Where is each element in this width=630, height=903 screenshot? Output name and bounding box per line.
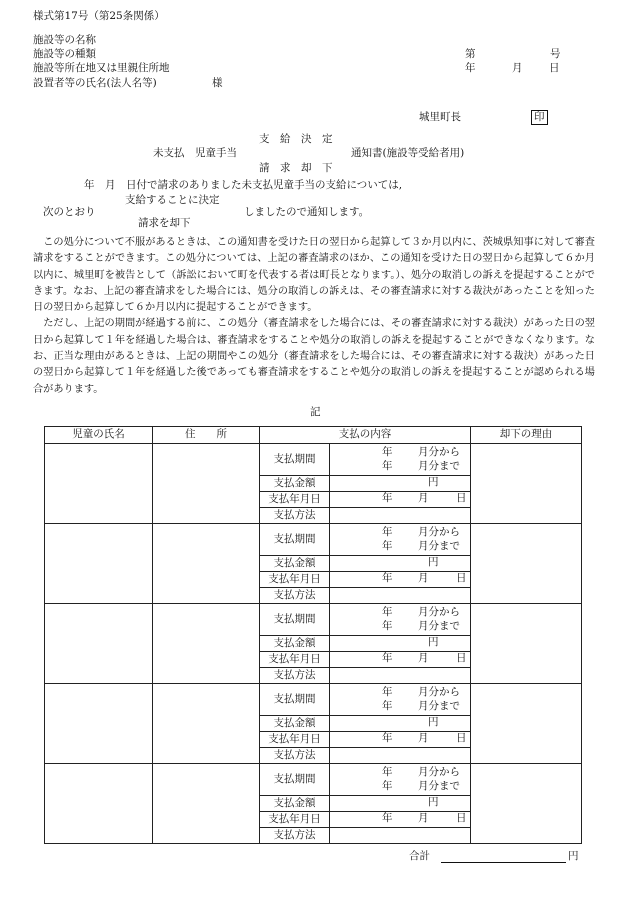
- method-cell[interactable]: [330, 508, 471, 524]
- period-label: 支払期間: [260, 444, 330, 476]
- payment-table: [44, 426, 582, 844]
- method-label: 支払方法: [260, 668, 330, 684]
- amount-label: 支払金額: [260, 796, 330, 812]
- amount-cell[interactable]: [330, 476, 471, 492]
- date-month-unit: 月: [418, 652, 429, 664]
- date-cell[interactable]: [330, 652, 471, 668]
- period-to-month-unit: 月分まで: [418, 540, 460, 552]
- child-name-cell[interactable]: [45, 604, 153, 684]
- date-month-unit: 月: [418, 732, 429, 744]
- yen-unit: 円: [428, 636, 439, 648]
- yen-unit: 円: [428, 796, 439, 808]
- period-cell[interactable]: [330, 524, 471, 556]
- yen-unit: 円: [428, 716, 439, 728]
- period-to-year-unit: 年: [382, 460, 393, 472]
- date-day-unit: 日: [456, 732, 467, 744]
- facility-type-label: 施設等の種類: [33, 48, 96, 60]
- seal-mark: [531, 110, 548, 125]
- date-cell[interactable]: [330, 572, 471, 588]
- method-label: 支払方法: [260, 508, 330, 524]
- table-row: [45, 604, 582, 636]
- table-row: [45, 524, 582, 556]
- method-cell[interactable]: [330, 828, 471, 844]
- total-amount-field[interactable]: [441, 862, 566, 863]
- intro-prefix: 次のとおり: [43, 206, 96, 218]
- date-day-unit: 日: [456, 572, 467, 584]
- period-from-month-unit: 月分から: [418, 766, 460, 778]
- year-label: 年: [465, 62, 476, 74]
- address-cell[interactable]: [153, 524, 260, 604]
- go-label: 号: [550, 48, 561, 60]
- amount-label: 支払金額: [260, 716, 330, 732]
- date-cell[interactable]: [330, 812, 471, 828]
- table-header-row: [45, 427, 582, 444]
- address-cell[interactable]: [153, 764, 260, 844]
- period-label: 支払期間: [260, 684, 330, 716]
- period-from-month-unit: 月分から: [418, 686, 460, 698]
- total-unit: 円: [568, 850, 579, 862]
- date-day-unit: 日: [456, 492, 467, 504]
- date-year-unit: 年: [382, 572, 393, 584]
- period-cell[interactable]: [330, 684, 471, 716]
- period-cell[interactable]: [330, 444, 471, 476]
- period-from-year-unit: 年: [382, 606, 393, 618]
- period-label: 支払期間: [260, 524, 330, 556]
- period-to-year-unit: 年: [382, 620, 393, 632]
- facility-address-label: 施設等所在地又は里親住所地: [33, 62, 170, 74]
- amount-label: 支払金額: [260, 636, 330, 652]
- dai-label: 第: [465, 48, 476, 60]
- period-to-month-unit: 月分まで: [418, 780, 460, 792]
- header-content: 支払の内容: [260, 427, 471, 444]
- period-to-month-unit: 月分まで: [418, 460, 460, 472]
- method-cell[interactable]: [330, 748, 471, 764]
- date-label: 支払年月日: [260, 812, 330, 828]
- period-label: 支払期間: [260, 764, 330, 796]
- day-label: 日: [549, 62, 560, 74]
- amount-label: 支払金額: [260, 556, 330, 572]
- period-to-year-unit: 年: [382, 700, 393, 712]
- date-year-unit: 年: [382, 812, 393, 824]
- notice-paragraphs: [33, 235, 595, 398]
- reason-cell[interactable]: [471, 444, 582, 524]
- date-label: 支払年月日: [260, 492, 330, 508]
- period-from-year-unit: 年: [382, 766, 393, 778]
- header-child-name: 児童の氏名: [45, 427, 153, 444]
- reason-cell[interactable]: [471, 604, 582, 684]
- period-to-month-unit: 月分まで: [418, 700, 460, 712]
- total-label: 合計: [409, 850, 430, 862]
- date-year-unit: 年: [382, 652, 393, 664]
- period-from-year-unit: 年: [382, 526, 393, 538]
- intro-suffix: しましたので通知します。: [244, 206, 370, 218]
- notice-paragraph-2: ただし、上記の期間が経過する前に、この処分（審査請求をした場合には、その審査請求に対する裁決）があった日の翌日から起算して１年を経過した場合は、審査請求をすることや処分の取消しの訴えを提起することができなくなります。なお、正当な理由があるときは、上記の期間やこの処分（審査請求をした場合には、その審査請求に対する裁決）があった日の翌日から起算して１年を経過した後であっても審査請求をすることや処分の取消しの訴えを提起することが認められる場合があります。: [33, 318, 595, 395]
- address-cell[interactable]: [153, 444, 260, 524]
- table-row: [45, 764, 582, 796]
- period-from-year-unit: 年: [382, 446, 393, 458]
- amount-cell[interactable]: [330, 796, 471, 812]
- period-to-year-unit: 年: [382, 540, 393, 552]
- period-from-month-unit: 月分から: [418, 526, 460, 538]
- title-rejection: 請 求 却 下: [259, 162, 333, 174]
- date-month-unit: 月: [418, 572, 429, 584]
- method-label: 支払方法: [260, 828, 330, 844]
- amount-cell[interactable]: [330, 716, 471, 732]
- table-row: [45, 684, 582, 716]
- amount-cell[interactable]: [330, 636, 471, 652]
- title-decision: 支 給 決 定: [259, 133, 333, 145]
- period-from-month-unit: 月分から: [418, 606, 460, 618]
- date-label: 支払年月日: [260, 572, 330, 588]
- yen-unit: 円: [428, 556, 439, 568]
- date-month-unit: 月: [418, 492, 429, 504]
- date-label: 支払年月日: [260, 732, 330, 748]
- founder-name-label: 設置者等の氏名(法人名等): [33, 77, 157, 89]
- period-from-month-unit: 月分から: [418, 446, 460, 458]
- header-reason: 却下の理由: [471, 427, 582, 444]
- date-label: 支払年月日: [260, 652, 330, 668]
- method-cell[interactable]: [330, 588, 471, 604]
- ki-label: 記: [310, 406, 321, 418]
- period-cell[interactable]: [330, 604, 471, 636]
- address-cell[interactable]: [153, 604, 260, 684]
- address-cell[interactable]: [153, 684, 260, 764]
- facility-name-label: 施設等の名称: [33, 34, 96, 46]
- table-row: [45, 444, 582, 476]
- reason-cell[interactable]: [471, 684, 582, 764]
- date-day-unit: 日: [456, 812, 467, 824]
- date-year-unit: 年: [382, 732, 393, 744]
- intro-line: 年 月 日付で請求のありました未支払児童手当の支給については,: [84, 179, 403, 191]
- period-to-month-unit: 月分まで: [418, 620, 460, 632]
- title-prefix: 未支払 児童手当: [153, 147, 237, 159]
- date-month-unit: 月: [418, 812, 429, 824]
- sama-label: 様: [212, 77, 223, 89]
- seal-label: 印: [531, 110, 548, 125]
- issuer-title: 城里町長: [419, 111, 461, 123]
- child-name-cell[interactable]: [45, 764, 153, 844]
- intro-option-upper: 支給することに決定: [125, 194, 220, 206]
- period-label: 支払期間: [260, 604, 330, 636]
- date-cell[interactable]: [330, 492, 471, 508]
- period-to-year-unit: 年: [382, 780, 393, 792]
- date-cell[interactable]: [330, 732, 471, 748]
- method-label: 支払方法: [260, 588, 330, 604]
- reason-cell[interactable]: [471, 764, 582, 844]
- title-suffix: 通知書(施設等受給者用): [351, 147, 465, 159]
- amount-label: 支払金額: [260, 476, 330, 492]
- form-number: 様式第17号（第25条関係）: [33, 10, 165, 22]
- header-address: 住 所: [153, 427, 260, 444]
- child-name-cell[interactable]: [45, 684, 153, 764]
- period-cell[interactable]: [330, 764, 471, 796]
- date-year-unit: 年: [382, 492, 393, 504]
- intro-option-lower: 請求を却下: [138, 217, 191, 229]
- child-name-cell[interactable]: [45, 524, 153, 604]
- notice-paragraph-1: この処分について不服があるときは、この通知書を受けた日の翌日から起算して３か月以内に、茨城県知事に対して審査請求をすることができます。この処分については、上記の審査請求のほか、この通知を受けた日の翌日から起算して６か月以内に、城里町を被告として（訴訟において町を代表する者は町長となります。）、処分の取消しの訴えを提起することができます。なお、上記の審査請求をした場合には、処分の取消しの訴えは、その審査請求に対する裁決があったことを知った日の翌日から起算して６か月以内に提起することができます。: [33, 237, 595, 314]
- date-day-unit: 日: [456, 652, 467, 664]
- reason-cell[interactable]: [471, 524, 582, 604]
- child-name-cell[interactable]: [45, 444, 153, 524]
- yen-unit: 円: [428, 476, 439, 488]
- month-label: 月: [512, 62, 523, 74]
- method-label: 支払方法: [260, 748, 330, 764]
- period-from-year-unit: 年: [382, 686, 393, 698]
- method-cell[interactable]: [330, 668, 471, 684]
- amount-cell[interactable]: [330, 556, 471, 572]
